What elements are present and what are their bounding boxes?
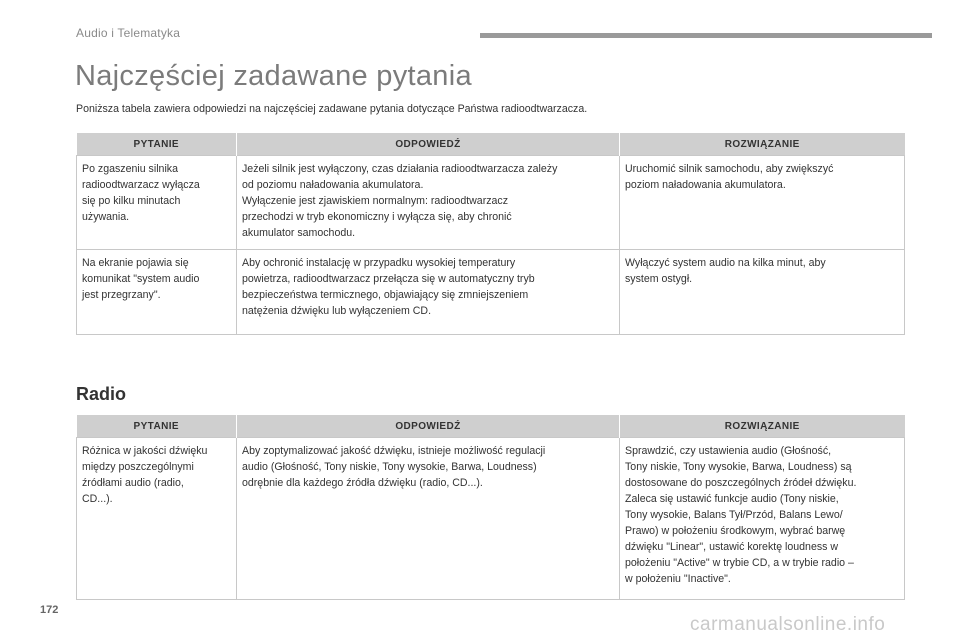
solution-cell: Wyłączyć system audio na kilka minut, aby system ostygł. (620, 250, 905, 335)
page-title: Najczęściej zadawane pytania (75, 60, 472, 92)
question-cell: Różnica w jakości dźwięku między poszczególnymi źródłami audio (radio, CD...). (77, 438, 237, 600)
column-header-question: PYTANIE (77, 133, 237, 156)
table-row (77, 438, 905, 600)
answer-cell: Jeżeli silnik jest wyłączony, czas działania radioodtwarzacza zależy od poziomu naładowania akumulatora. Wyłączenie jest zjawiskiem normalnym: radioodtwarzacz przechodzi w tryb ekonomiczny i wyłącza się, aby chronić akumulator samochodu. (237, 156, 620, 250)
table-row (77, 250, 905, 335)
answer-cell: Aby ochronić instalację w przypadku wysokiej temperatury powietrza, radioodtwarzacz przełącza się w automatyczny tryb bezpieczeństwa termicznego, objawiający się zmniejszeniem natężenia dźwięku lub wyłączeniem CD. (237, 250, 620, 335)
question-cell: Na ekranie pojawia się komunikat "system audio jest przegrzany". (77, 250, 237, 335)
solution-cell: Uruchomić silnik samochodu, aby zwiększyć poziom naładowania akumulatora. (620, 156, 905, 250)
table-row (77, 156, 905, 250)
column-header-solution: ROZWIĄZANIE (620, 133, 905, 156)
watermark: carmanualsonline.info (690, 614, 886, 635)
faq-table-header (77, 133, 905, 156)
section-label: Audio i Telematyka (76, 26, 181, 40)
column-header-answer: ODPOWIEDŹ (237, 133, 620, 156)
header-bar (480, 33, 932, 38)
column-header-question: PYTANIE (77, 415, 237, 438)
answer-cell: Aby zoptymalizować jakość dźwięku, istnieje możliwość regulacji audio (Głośność, Tony niskie, Tony wysokie, Barwa, Loudness) odrębnie dla każdego źródła dźwięku (radio, CD...). (237, 438, 620, 600)
column-header-solution: ROZWIĄZANIE (620, 415, 905, 438)
intro-text: Poniższa tabela zawiera odpowiedzi na najczęściej zadawane pytania dotyczące Państwa radioodtwarzacza. (76, 103, 588, 115)
radio-heading: Radio (76, 384, 127, 404)
column-header-answer: ODPOWIEDŹ (237, 415, 620, 438)
page-number: 172 (40, 604, 59, 616)
radio-table-header (77, 415, 905, 438)
question-cell: Po zgaszeniu silnika radioodtwarzacz wyłącza się po kilku minutach używania. (77, 156, 237, 250)
solution-cell: Sprawdzić, czy ustawienia audio (Głośność, Tony niskie, Tony wysokie, Barwa, Loudness) są dostosowane do poszczególnych źródeł dźwięku. Zaleca się ustawić funkcje audio (Tony niskie, Tony wysokie, Balans Tył/Przód, Balans Lewo/ Prawo) w położeniu środkowym, wybrać barwę dźwięku "Linear", ustawić korektę loudness w położeniu "Active" w trybie CD, a w trybie radio – w położeniu "Inactive". (620, 438, 905, 600)
radio-table (76, 415, 905, 600)
faq-table (76, 133, 905, 335)
